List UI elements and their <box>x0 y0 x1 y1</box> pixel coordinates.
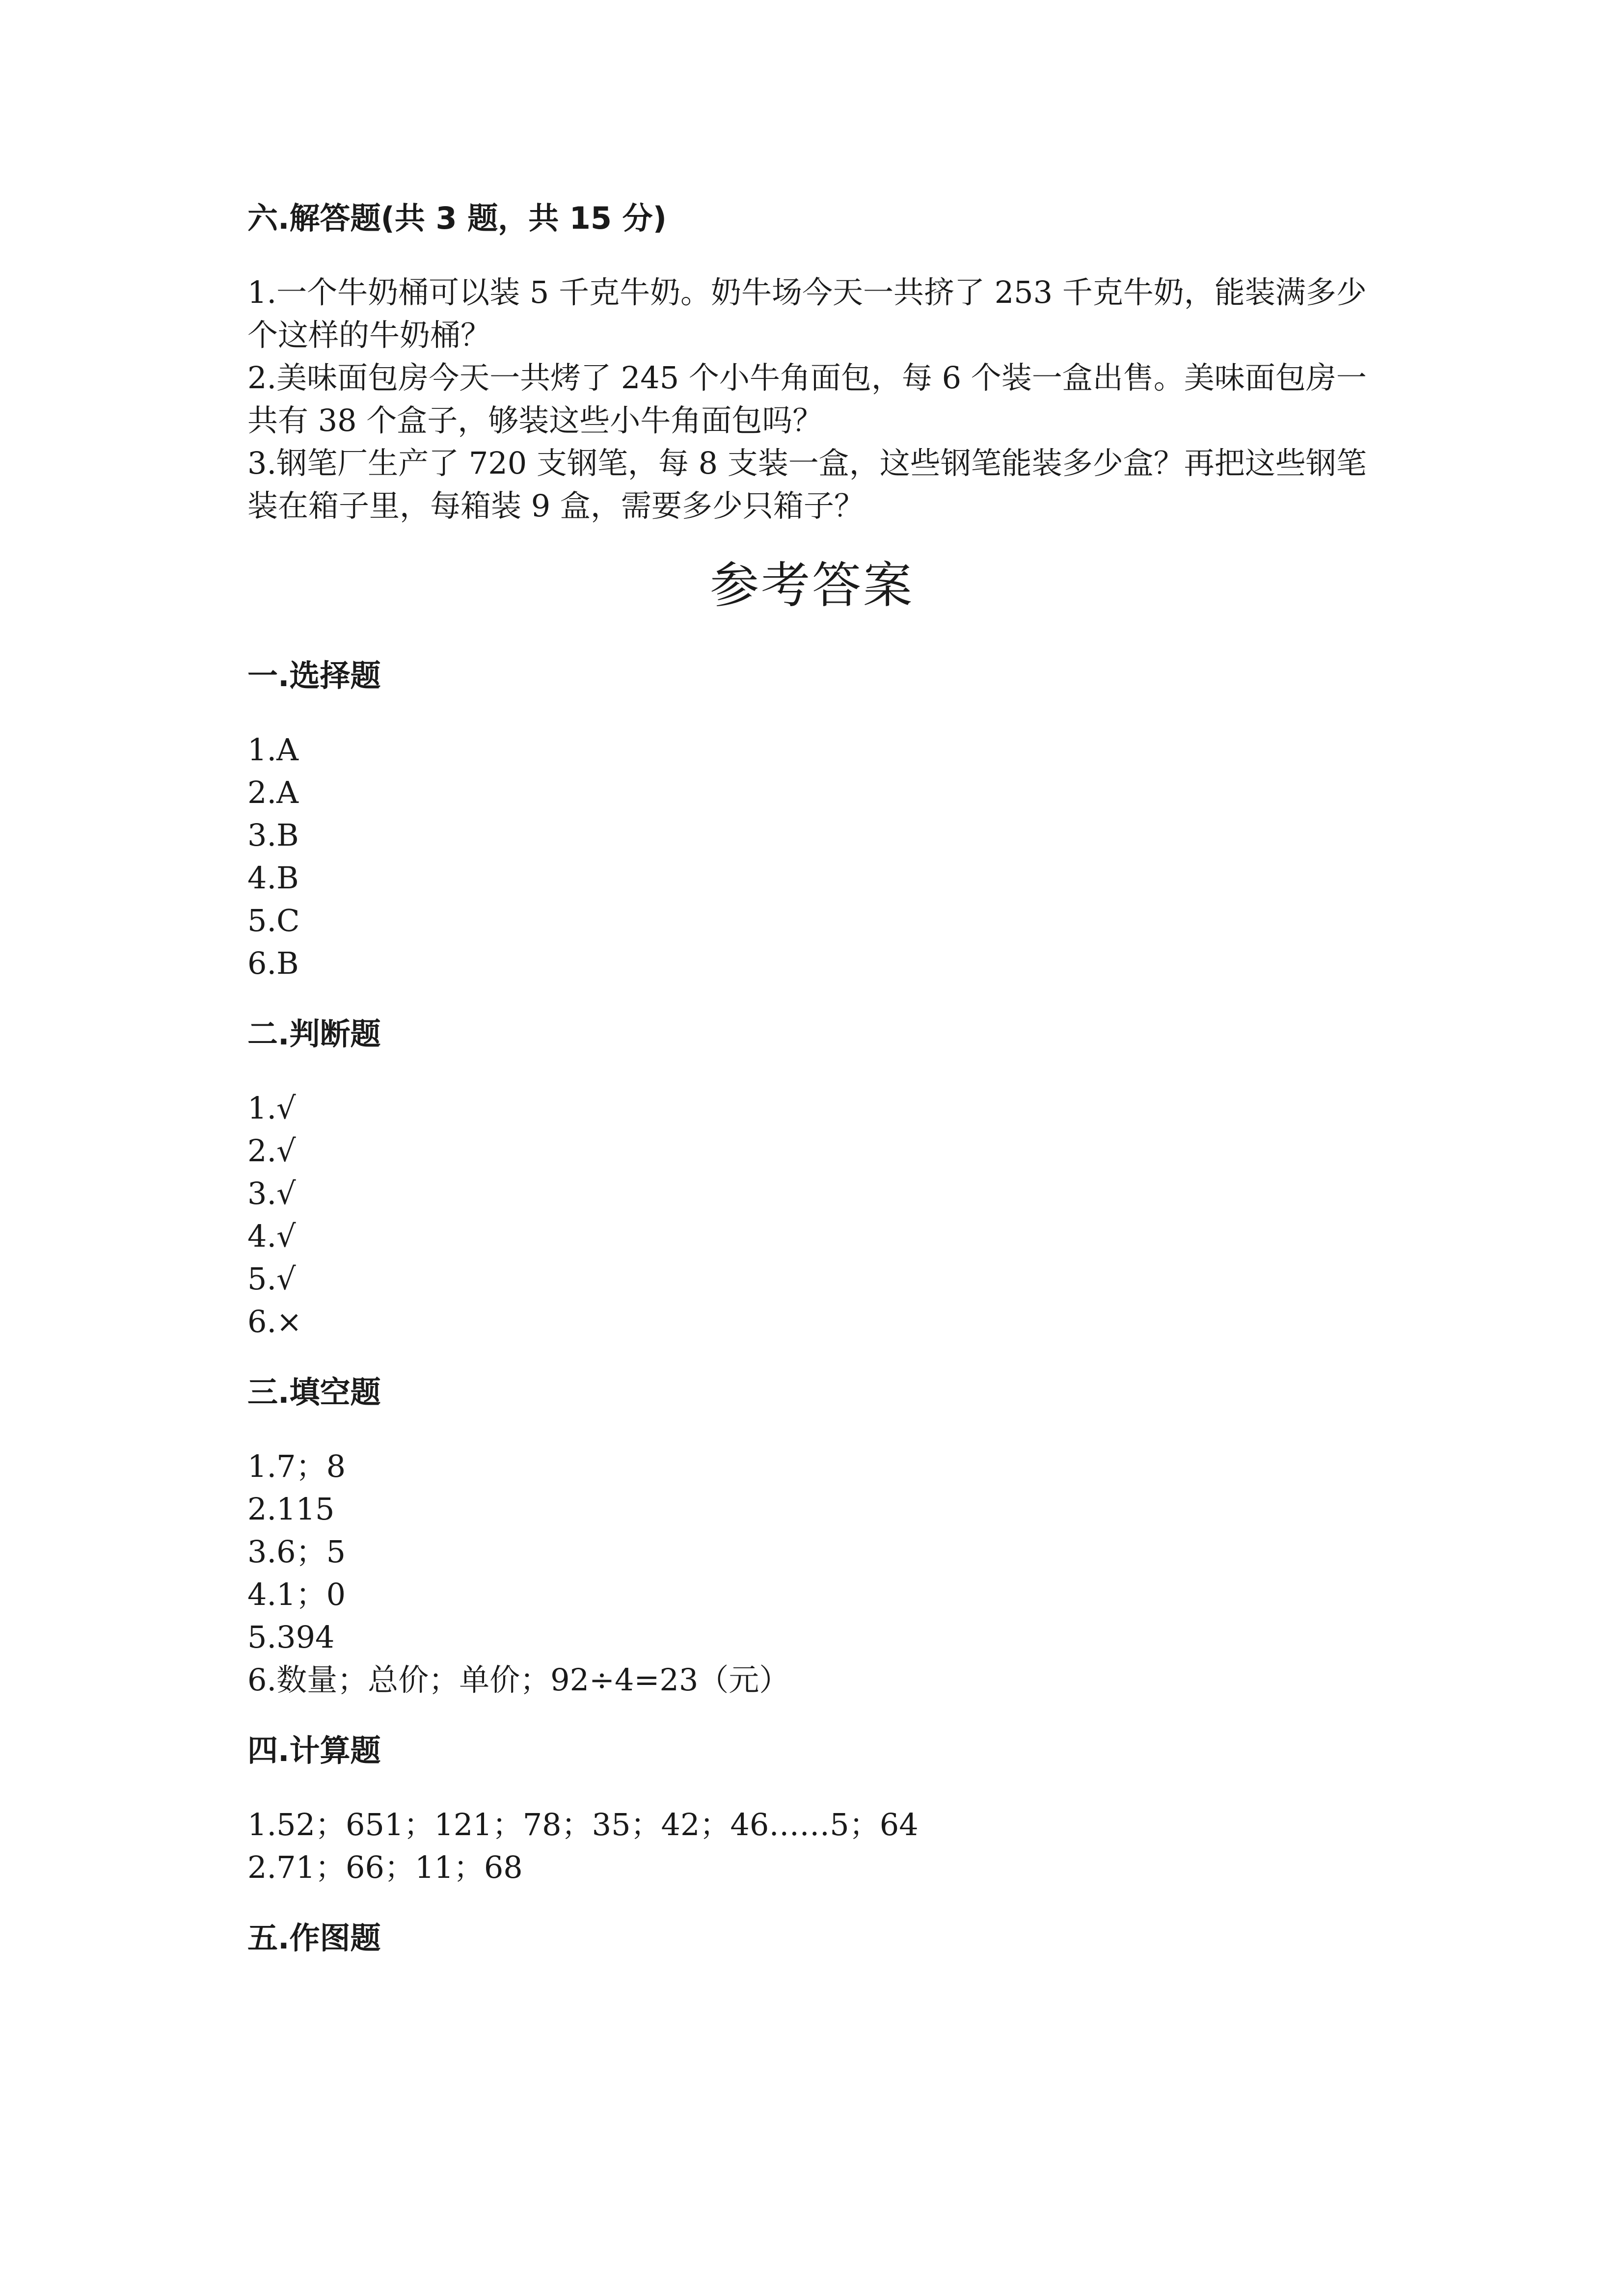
answer-section-choice <box>247 654 1377 985</box>
fill-blank-heading: 三.填空题 <box>247 1374 381 1410</box>
judgement-answer-2: 2.√ <box>247 1133 296 1169</box>
judgement-heading: 二.判断题 <box>247 1016 381 1052</box>
choice-answer-2: 2.A <box>247 774 298 810</box>
calculation-answer-1: 1.52；651；121；78；35；42；46……5；64 <box>247 1807 919 1842</box>
judgement-answer-5: 5.√ <box>247 1261 296 1297</box>
fill-blank-answer-4: 4.1；0 <box>247 1576 346 1612</box>
judgement-answer-1: 1.√ <box>247 1090 296 1126</box>
part6-heading: 六.解答题(共 3 题，共 15 分) <box>247 200 667 236</box>
answer-section-calculation <box>247 1729 1377 1889</box>
judgement-answer-4: 4.√ <box>247 1218 296 1254</box>
question-1: 1.一个牛奶桶可以装 5 千克牛奶。奶牛场今天一共挤了 253 千克牛奶，能装满多少个这样的牛奶桶？ <box>247 274 1367 353</box>
fill-blank-answer-6: 6.数量；总价；单价；92÷4=23（元） <box>247 1662 790 1698</box>
judgement-answer-3: 3.√ <box>247 1175 296 1211</box>
answer-section-drawing <box>247 1916 1377 1960</box>
choice-answer-5: 5.C <box>247 903 300 938</box>
document-page <box>247 196 1377 1991</box>
answers-title: 参考答案 <box>710 557 914 614</box>
judgement-answer-6: 6.× <box>247 1304 302 1339</box>
fill-blank-answer-1: 1.7；8 <box>247 1448 346 1484</box>
answer-section-fill-blank <box>247 1370 1377 1701</box>
calculation-heading: 四.计算题 <box>247 1733 381 1768</box>
drawing-heading: 五.作图题 <box>247 1920 381 1956</box>
question-3: 3.钢笔厂生产了 720 支钢笔，每 8 支装一盒，这些钢笔能装多少盒？再把这些钢笔装在箱子里，每箱装 9 盒，需要多少只箱子？ <box>247 445 1367 524</box>
choice-answer-6: 6.B <box>247 945 299 981</box>
fill-blank-answer-5: 5.394 <box>247 1619 335 1655</box>
choice-answer-1: 1.A <box>247 732 298 768</box>
question-list <box>247 271 1377 527</box>
fill-blank-answer-3: 3.6；5 <box>247 1534 346 1570</box>
answer-section-judgement <box>247 1012 1377 1343</box>
fill-blank-answer-2: 2.115 <box>247 1491 335 1527</box>
calculation-answer-2: 2.71；66；11；68 <box>247 1849 523 1885</box>
question-2: 2.美味面包房今天一共烤了 245 个小牛角面包，每 6 个装一盒出售。美味面包房一共有 38 个盒子，够装这些小牛角面包吗？ <box>247 360 1367 438</box>
choice-heading: 一.选择题 <box>247 658 381 694</box>
choice-answer-3: 3.B <box>247 817 299 853</box>
choice-answer-4: 4.B <box>247 860 299 896</box>
part6-section <box>247 196 1377 527</box>
